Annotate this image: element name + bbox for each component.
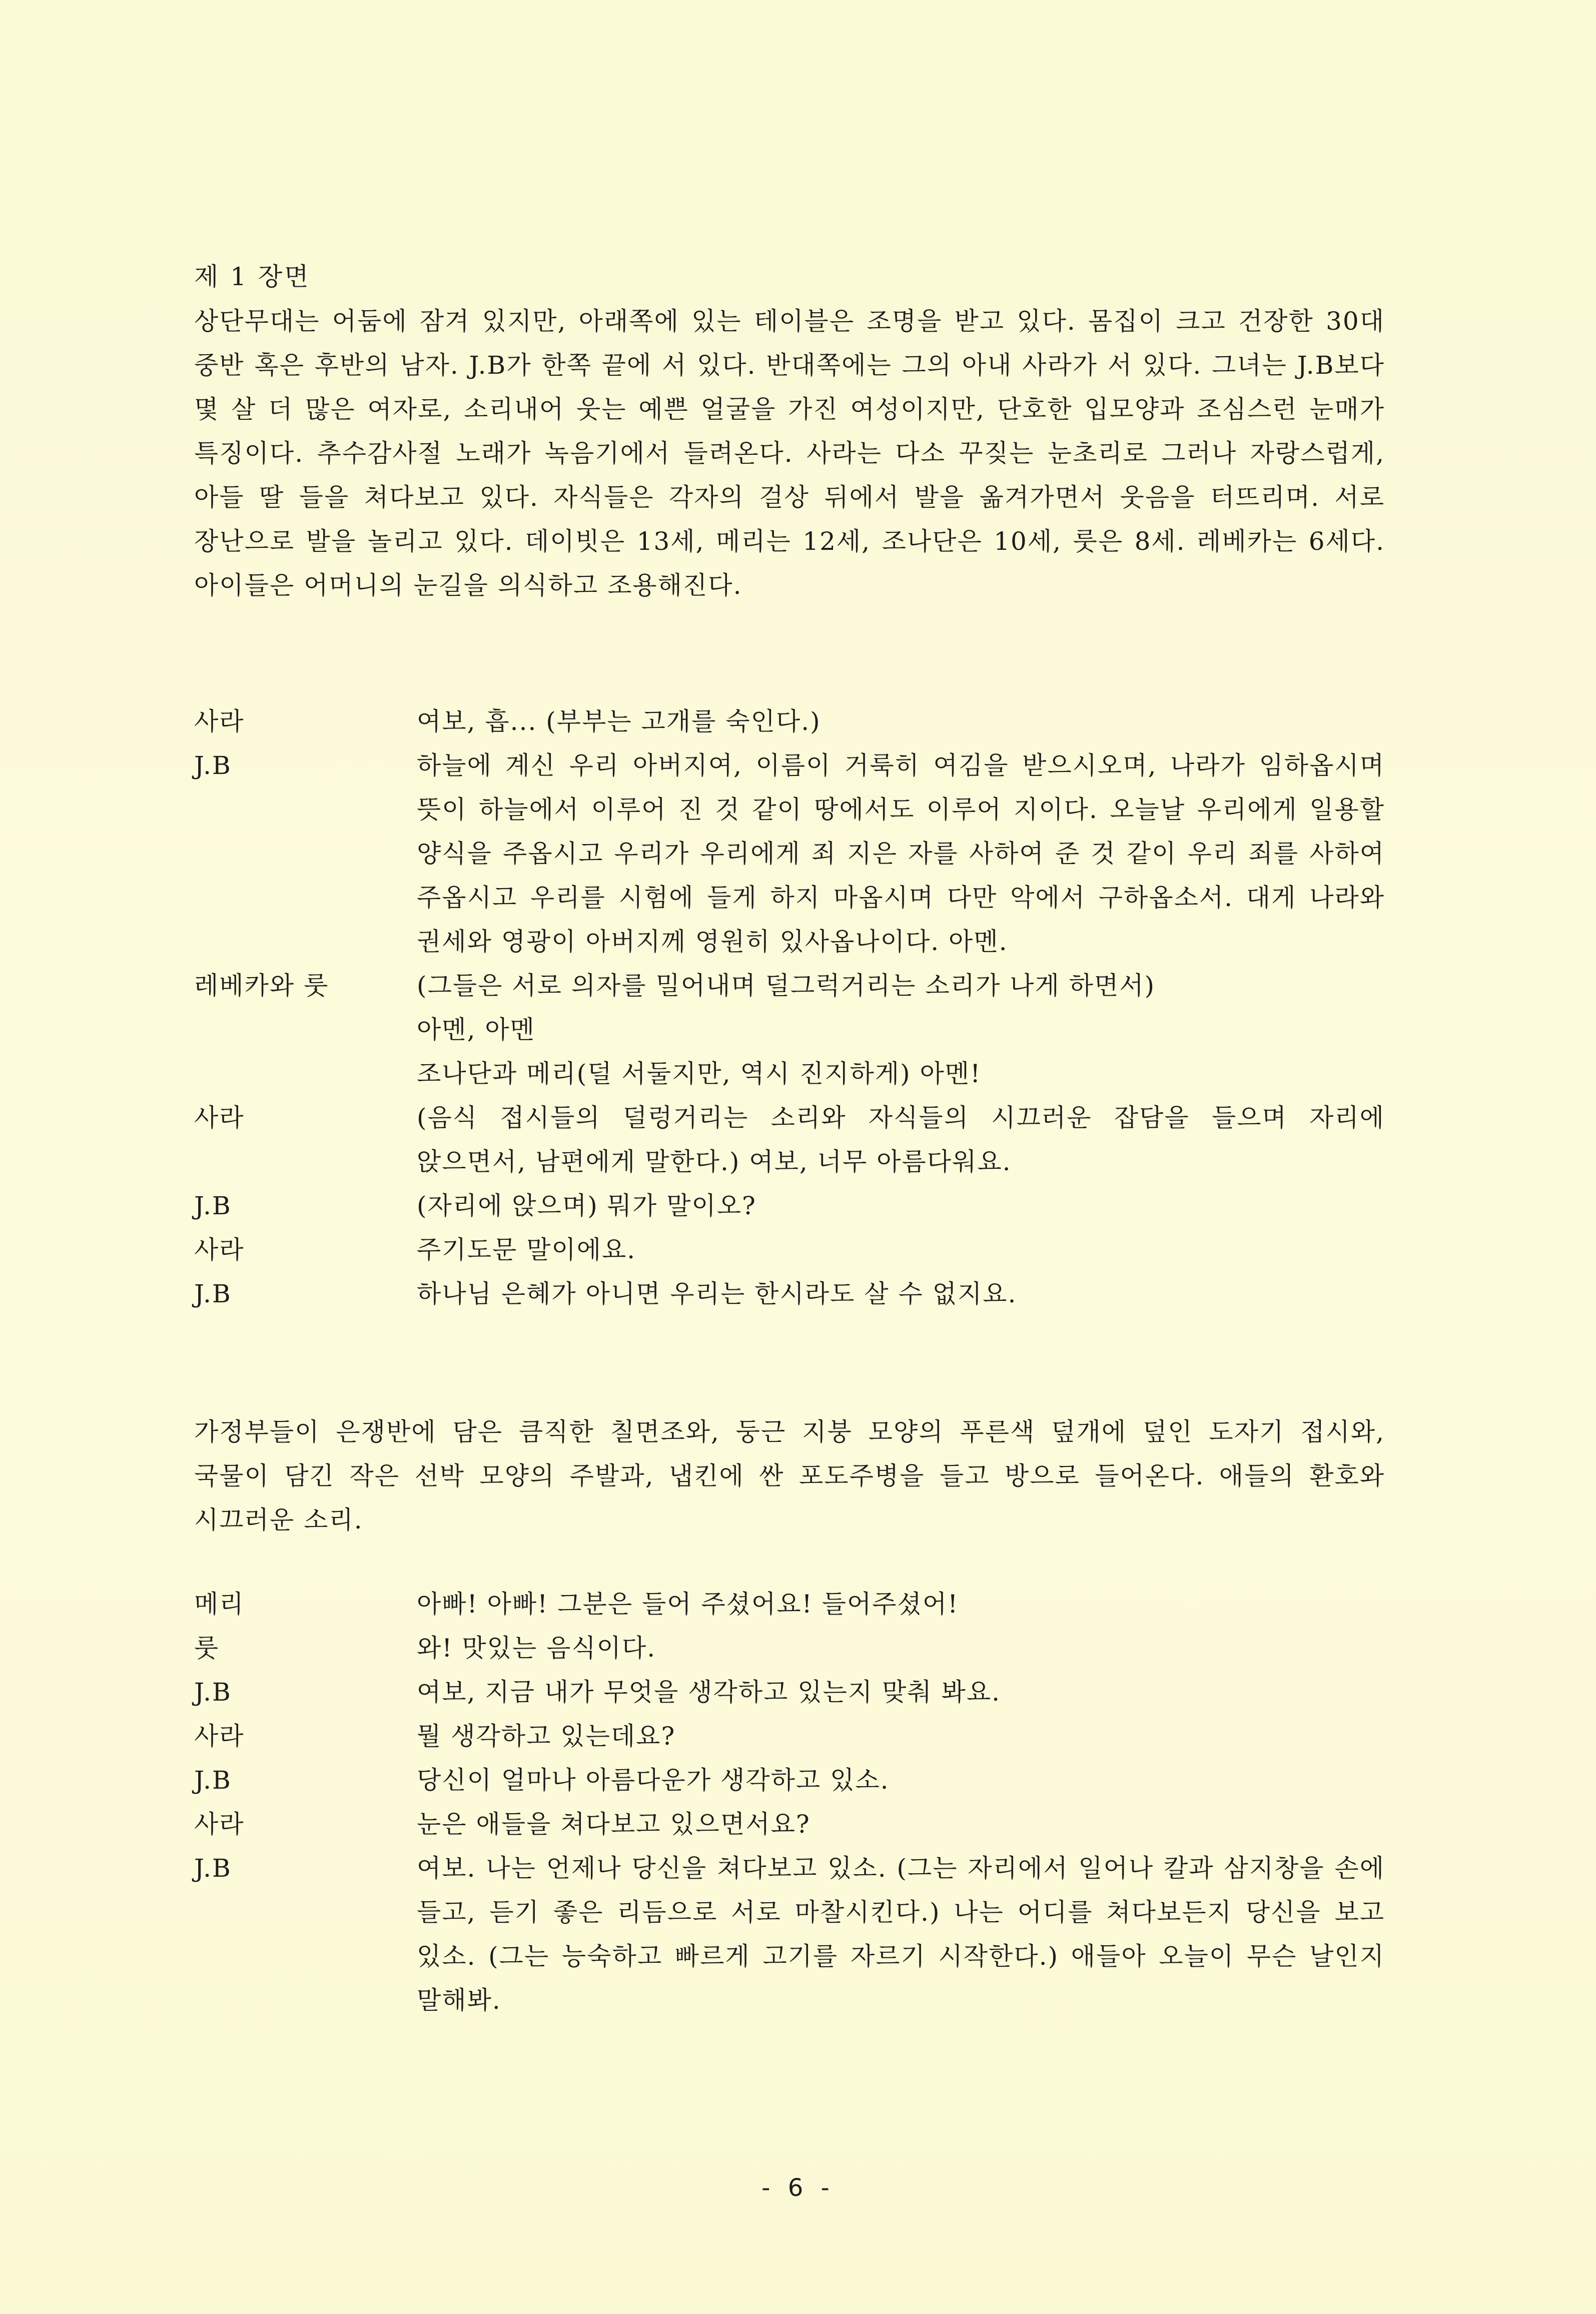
speaker-name: J.B bbox=[194, 751, 232, 780]
dialogue-line bbox=[194, 743, 1385, 964]
speech-line: 와! 맛있는 음식이다. bbox=[417, 1634, 656, 1663]
dialogue-line bbox=[194, 1714, 1385, 1758]
speech-line: 하늘에 계신 우리 아버지여, 이름이 거룩히 여김을 받으시오며, 나라가 임하옵시며 뜻이 하늘에서 이루어 진 것 같이 땅에서도 이루어 지이다. 오늘날 우리에게 일용할 양식을 주옵시고 우리가 우리에게 죄 지은 자를 사하여 준 것 같이 우리 죄를 사하여 주옵시고 우리를 시험에 들게 하지 마옵시며 다만 악에서 구하옵소서. 대게 나라와 권세와 영광이 아버지께 영원히 있사옵나이다. 아멘. bbox=[417, 751, 1385, 956]
dialogue-line bbox=[194, 1272, 1385, 1316]
speaker-name: 사라 bbox=[194, 707, 245, 736]
dialogue-line bbox=[194, 1846, 1385, 2022]
speaker-name: J.B bbox=[194, 1854, 232, 1883]
speech-text bbox=[417, 1272, 1385, 1316]
speech-text bbox=[417, 964, 1385, 1096]
scene-title: 제 1 장면 bbox=[194, 262, 311, 291]
dialogue-line bbox=[194, 699, 1385, 743]
speech-text bbox=[417, 1228, 1385, 1272]
intro-paragraph: 상단무대는 어둠에 잠겨 있지만, 아래쪽에 있는 테이블은 조명을 받고 있다. 몸집이 크고 건장한 30대 중반 혹은 후반의 남자. J.B가 한쪽 끝에 서 있다. 반대쪽에는 그의 아내 사라가 서 있다. 그녀는 J.B보다 몇 살 더 많은 여자로, 소리내어 웃는 예쁜 얼굴을 가진 여성이지만, 단호한 입모양과 조심스런 눈매가 특징이다. 추수감사절 노래가 녹음기에서 들려온다. 사라는 다소 꾸짖는 눈초리로 그러나 자랑스럽게, 아들 딸 들을 쳐다보고 있다. 자식들은 각자의 걸상 뒤에서 발을 옮겨가면서 웃음을 터뜨리며. 서로 장난으로 발을 놀리고 있다. 데이빗은 13세, 메리는 12세, 조나단은 10세, 룻은 8세. 레베카는 6세다. 아이들은 어머니의 눈길을 의식하고 조용해진다. bbox=[194, 307, 1385, 600]
speech-line: 하나님 은혜가 아니면 우리는 한시라도 살 수 없지요. bbox=[417, 1279, 1017, 1308]
dialogue-line bbox=[194, 1184, 1385, 1228]
speaker-name: J.B bbox=[194, 1766, 232, 1795]
speech-line: 당신이 얼마나 아름다운가 생각하고 있소. bbox=[417, 1766, 890, 1795]
speech-line: (자리에 앉으며) 뭐가 말이오? bbox=[417, 1191, 756, 1220]
speech-text bbox=[417, 1802, 1385, 1846]
dialogue-line bbox=[194, 1096, 1385, 1184]
dialogue-line bbox=[194, 1670, 1385, 1714]
speech-text bbox=[417, 1846, 1385, 2022]
speech-line: 아멘, 아멘 bbox=[417, 1015, 535, 1044]
speech-text bbox=[417, 1096, 1385, 1184]
dialogue-line bbox=[194, 1802, 1385, 1846]
dialogue-line bbox=[194, 1626, 1385, 1670]
speech-text bbox=[417, 743, 1385, 964]
speech-line: 눈은 애들을 쳐다보고 있으면서요? bbox=[417, 1810, 811, 1839]
dialogue-line bbox=[194, 1582, 1385, 1626]
dialogue-line bbox=[194, 964, 1385, 1096]
speech-text bbox=[417, 1184, 1385, 1228]
speaker-name: 레베카와 룻 bbox=[194, 971, 329, 1000]
speech-line: (음식 접시들의 덜렁거리는 소리와 자식들의 시끄러운 잡담을 들으며 자리에 앉으면서, 남편에게 말한다.) 여보, 너무 아름다워요. bbox=[417, 1103, 1385, 1176]
speaker-name: 사라 bbox=[194, 1103, 245, 1132]
speaker-name: 메리 bbox=[194, 1590, 245, 1619]
speech-text bbox=[417, 1758, 1385, 1802]
speaker-name: 사라 bbox=[194, 1235, 245, 1264]
speaker-name: 사라 bbox=[194, 1722, 245, 1751]
speech-text bbox=[417, 1626, 1385, 1670]
speech-line: 뭘 생각하고 있는데요? bbox=[417, 1722, 676, 1751]
speech-line: 아빠! 아빠! 그분은 들어 주셨어요! 들어주셨어! bbox=[417, 1590, 959, 1619]
speech-text bbox=[417, 1714, 1385, 1758]
page-number: - 6 - bbox=[761, 2174, 835, 2202]
dialogue-block-2 bbox=[194, 1582, 1385, 2022]
speech-line: 조나단과 메리(덜 서둘지만, 역시 진지하게) 아멘! bbox=[417, 1059, 982, 1088]
speech-line: 여보, 지금 내가 무엇을 생각하고 있는지 맞춰 봐요. bbox=[417, 1678, 1001, 1707]
speaker-name: J.B bbox=[194, 1191, 232, 1220]
speech-line: 주기도문 말이에요. bbox=[417, 1235, 636, 1264]
dialogue-line bbox=[194, 1758, 1385, 1802]
dialogue-line bbox=[194, 1228, 1385, 1272]
speech-text bbox=[417, 1670, 1385, 1714]
speech-text bbox=[417, 699, 1385, 743]
speech-line: (그들은 서로 의자를 밀어내며 덜그럭거리는 소리가 나게 하면서) bbox=[417, 971, 1156, 1000]
speaker-name: 룻 bbox=[194, 1634, 220, 1663]
speech-line: 여보. 나는 언제나 당신을 쳐다보고 있소. (그는 자리에서 일어나 칼과 삼지창을 손에 들고, 듣기 좋은 리듬으로 서로 마찰시킨다.) 나는 어디를 쳐다보든지 당신을 보고 있소. (그는 능숙하고 빠르게 고기를 자르기 시작한다.) 애들아 오늘이 무슨 날인지 말해봐. bbox=[417, 1854, 1385, 2015]
speaker-name: J.B bbox=[194, 1678, 232, 1707]
speaker-name: 사라 bbox=[194, 1810, 245, 1839]
speech-line: 여보, 흡... (부부는 고개를 숙인다.) bbox=[417, 707, 821, 736]
dialogue-block-1 bbox=[194, 699, 1385, 1316]
speaker-name: J.B bbox=[194, 1279, 232, 1308]
speech-text bbox=[417, 1582, 1385, 1626]
stage-direction: 가정부들이 은쟁반에 담은 큼직한 칠면조와, 둥근 지붕 모양의 푸른색 덮개에 덮인 도자기 접시와, 국물이 담긴 작은 선박 모양의 주발과, 냅킨에 싼 포도주병을 들고 방으로 들어온다. 애들의 환호와 시끄러운 소리. bbox=[194, 1417, 1385, 1534]
